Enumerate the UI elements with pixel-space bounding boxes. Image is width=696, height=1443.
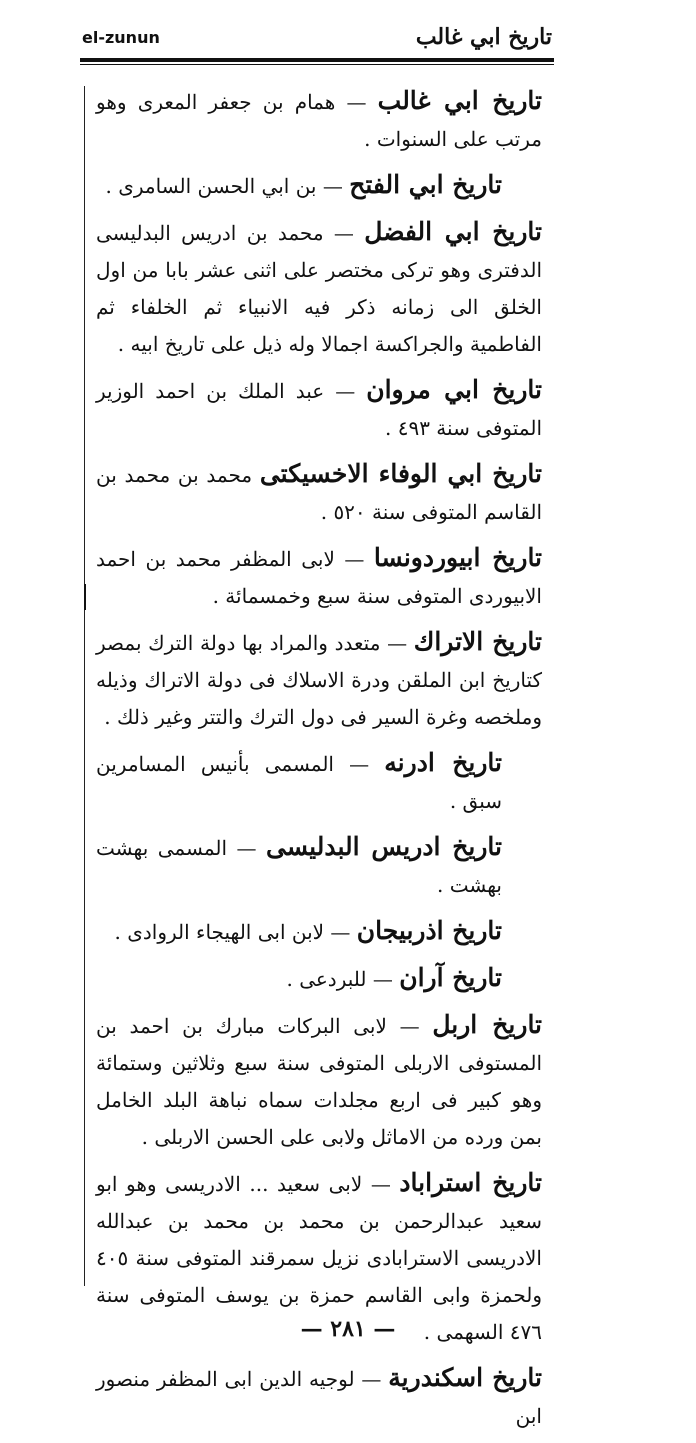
entry-body: — لابن ابى الهيجاء الروادى . [114, 920, 351, 944]
entry-title: تاريخ ادريس البدليسى [266, 832, 502, 861]
entry-body: — لابى المظفر محمد بن احمد الابيوردى المتوفى سنة سبع وخمسمائة . [96, 547, 542, 608]
entry [96, 539, 542, 615]
entry [96, 213, 542, 363]
entry-body: — لوجيه الدين ابى المظفر منصور ابن [96, 1367, 542, 1428]
entry-body: محمد بن محمد بن القاسم المتوفى سنة ٥٢٠ . [96, 463, 542, 524]
entry-body: — محمد بن ادريس البدليسى الدفترى وهو تركى مختصر على اثنى عشر بابا من اول الخلق الى زمانه ذكر فيه الانبياء ثم الخلفاء ثم الفاطمية والجراكسة اجمالا وله ذيل على تاريخ ابيه . [96, 221, 542, 356]
entry [96, 744, 542, 820]
header-book-title: el-zunun [82, 28, 160, 47]
entry-title: تاريخ ابيوردونسا [373, 543, 543, 572]
entry-title: تاريخ اربل [432, 1010, 543, 1039]
entry-title: تاريخ ابي الفتح [349, 170, 502, 199]
entry-body: — لابى سعيد ... الادريسى وهو ابو سعيد عبدالرحمن بن محمد بن محمد بن عبدالله الادريسى الاسترابادى نزيل سمرقند المتوفى سنة ٤٠٥ ولحمزة وابى القاسم حمزة بن يوسف المتوفى سنة ٤٧٦ السهمى . [96, 1172, 542, 1344]
entry [96, 82, 542, 158]
entry [96, 828, 542, 904]
entry-body: — عبد الملك بن احمد الوزير المتوفى سنة ٤٩٣ . [96, 379, 542, 440]
entry [96, 1359, 542, 1435]
page-body [96, 82, 542, 1443]
entry-body: — المسمى بهشت بهشت . [96, 836, 502, 897]
entry-title: تاريخ ابي الوفاء الاخسيكتى [259, 459, 542, 488]
entry [96, 959, 542, 998]
entry-title: تاريخ اسكندرية [388, 1363, 543, 1392]
margin-rule [84, 86, 85, 1286]
entry [96, 371, 542, 447]
margin-tick [84, 584, 86, 610]
entry-body: — المسمى بأنيس المسامرين سبق . [96, 752, 502, 813]
entry-title: تاريخ ادرنه [384, 748, 502, 777]
entry-title: تاريخ استراباد [399, 1168, 542, 1197]
entry-body: — همام بن جعفر المعرى وهو مرتب على السنوات . [96, 90, 542, 151]
entry-title: تاريخ ابي غالب [377, 86, 543, 115]
entry [96, 623, 542, 736]
entry-title: تاريخ ابي الفضل [364, 217, 542, 246]
entry-body: — للبردعى . [286, 967, 393, 991]
running-header [82, 22, 552, 58]
header-rule-thick [80, 58, 554, 62]
entry-body: — لابى البركات مبارك بن احمد بن المستوفى الاربلى المتوفى سنة سبع وثلاثين وستمائة وهو كبير فى اربع مجلدات سماه نباهة البلد الخامل بمن ورده من الاماثل ولابى على الحسن الاربلى . [96, 1014, 542, 1149]
header-rule-thin [80, 64, 554, 65]
entry-title: تاريخ ابي مروان [366, 375, 542, 404]
entry-title: تاريخ آران [399, 963, 502, 992]
entry-title: تاريخ الاتراك [413, 627, 542, 656]
entry-body: — متعدد والمراد بها دولة الترك بمصر كتاريخ ابن الملقن ودرة الاسلاك فى دولة الاتراك وذيله وملخصه وغرة السير فى دول الترك والتتر وغير ذلك . [96, 631, 542, 729]
entry-title: تاريخ اذربيجان [356, 916, 502, 945]
entry-body: — بن ابي الحسن السامرى . [105, 174, 343, 198]
entry [96, 166, 542, 205]
entry [96, 455, 542, 531]
entry [96, 1006, 542, 1156]
page-number: — ٢٨١ — [300, 1316, 396, 1342]
header-entry-title: تاريخ ابي غالب [415, 24, 552, 50]
entry [96, 912, 542, 951]
